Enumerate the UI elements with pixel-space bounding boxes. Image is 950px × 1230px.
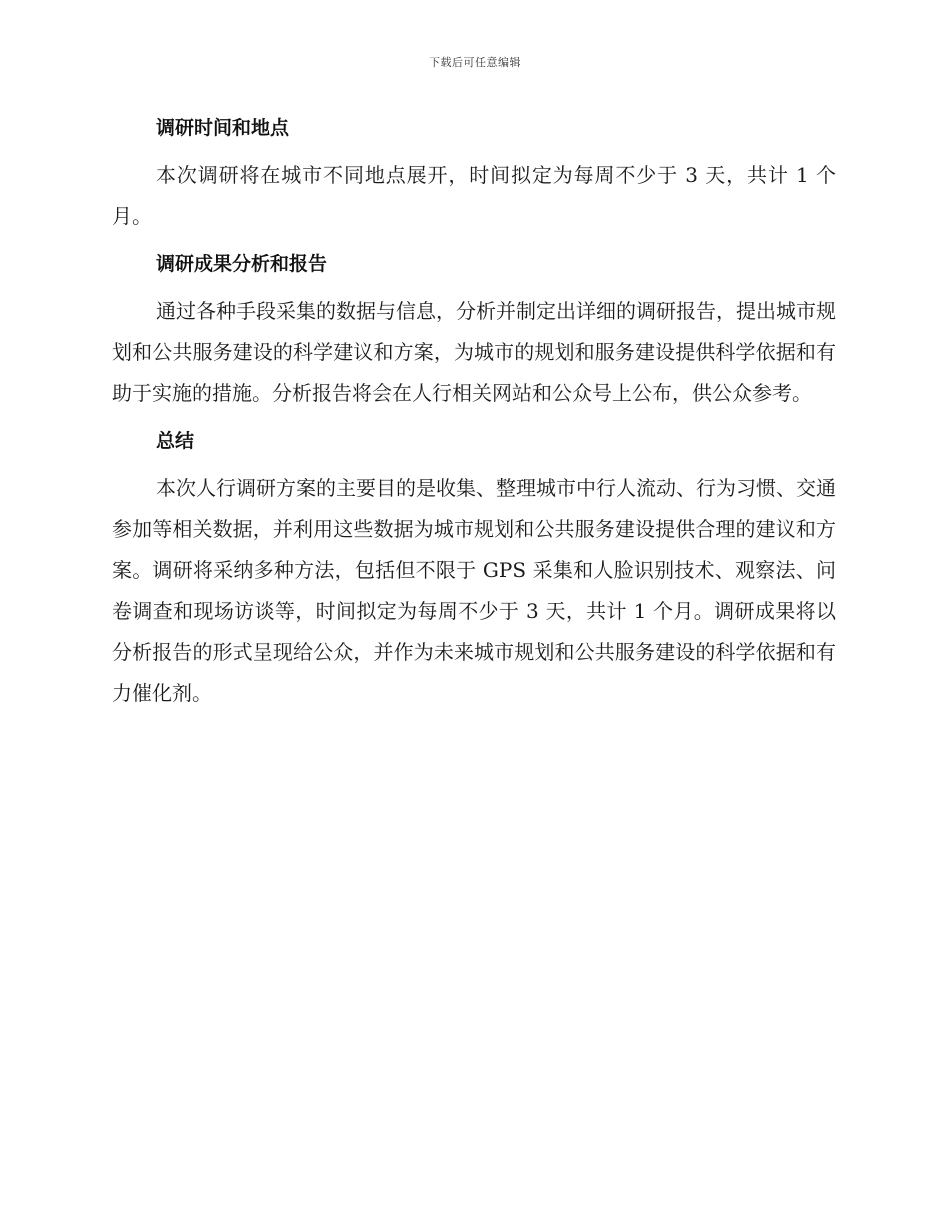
section-paragraph-results-report: 通过各种手段采集的数据与信息，分析并制定出详细的调研报告，提出城市规划和公共服务建设的科学建议和方案，为城市的规划和服务建设提供科学依据和有助于实施的措施。分析报告将会在人行相关网站和公众号上公布，供公众参考。	[112, 299, 836, 405]
section-paragraph-time-location: 本次调研将在城市不同地点展开，时间拟定为每周不少于 3 天，共计 1 个月。	[112, 163, 836, 228]
section-heading-summary: 总结	[156, 430, 195, 452]
document-body	[112, 110, 836, 723]
page-header: 下载后可任意编辑	[429, 56, 521, 69]
section-paragraph-summary: 本次人行调研方案的主要目的是收集、整理城市中行人流动、行为习惯、交通参加等相关数据，并利用这些数据为城市规划和公共服务建设提供合理的建议和方案。调研将采纳多种方法，包括但不限于 GPS 采集和人脸识别技术、观察法、问卷调查和现场访谈等，时间拟定为每周不少于 3 天，共计 1 个月。调研成果将以分析报告的形式呈现给公众，并作为未来城市规划和公共服务建设的科学依据和有力催化剂。	[112, 476, 836, 705]
section-heading-time-location: 调研时间和地点	[156, 117, 290, 139]
section-heading-results-report: 调研成果分析和报告	[156, 253, 328, 275]
